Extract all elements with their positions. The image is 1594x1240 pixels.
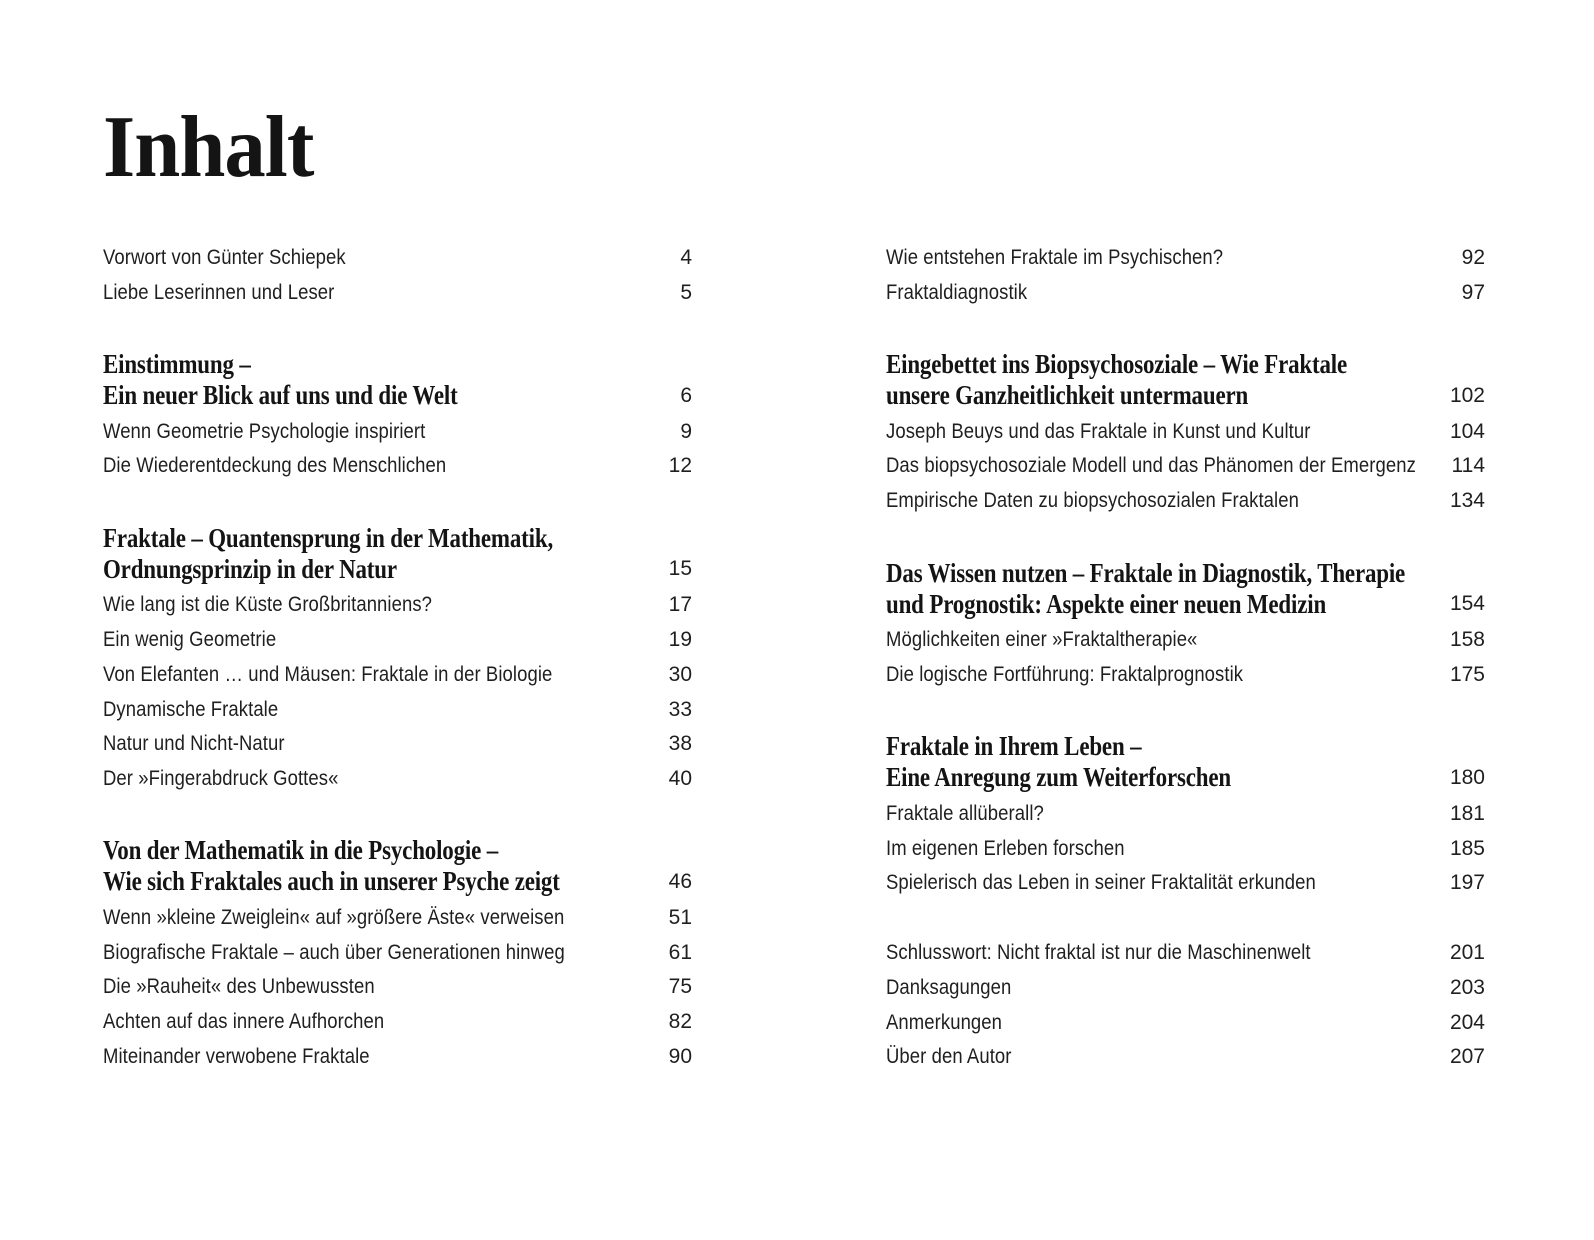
toc-entry-label: Natur und Nicht-Natur	[103, 732, 285, 756]
section-heading-text: und Prognostik: Aspekte einer neuen Medizin	[886, 588, 1327, 619]
toc-entry	[103, 241, 692, 276]
toc-entry-label: Danksagungen	[886, 975, 1012, 999]
section-heading-line	[103, 349, 692, 380]
toc-entry-label: Der »Fingerabdruck Gottes«	[103, 766, 339, 790]
section-heading-page-number: 180	[1449, 765, 1485, 789]
toc-entry-label: Biografische Fraktale – auch über Generationen hinweg	[103, 940, 565, 964]
toc-entry-page-number: 201	[1449, 941, 1485, 965]
toc-entry	[103, 449, 692, 484]
section-heading-line	[103, 523, 692, 554]
toc-entry-label: Schlusswort: Nicht fraktal ist nur die Maschinenwelt	[886, 941, 1311, 965]
toc-entry-page-number: 61	[668, 940, 692, 964]
toc-entry	[103, 1005, 692, 1040]
toc-entry-label: Dynamische Fraktale	[103, 697, 279, 721]
toc-entry	[103, 970, 692, 1005]
toc-entry	[886, 449, 1485, 484]
toc-entry	[103, 588, 692, 623]
toc-entry-page-number: 40	[668, 766, 692, 790]
toc-entry	[103, 900, 692, 935]
toc-column-left	[103, 0, 692, 1240]
section-heading-text: Fraktale in Ihrem Leben –	[886, 731, 1142, 762]
toc-entry	[886, 866, 1485, 901]
toc-entry-label: Möglichkeiten einer »Fraktaltherapie«	[886, 628, 1198, 652]
section-heading-text: Das Wissen nutzen – Fraktale in Diagnostik, Therapie	[886, 557, 1406, 588]
toc-entry-label: Das biopsychosoziale Modell und das Phänomen der Emergenz	[886, 454, 1416, 478]
toc-entry-label: Ein wenig Geometrie	[103, 628, 277, 652]
toc-entry-label: Die »Rauheit« des Unbewussten	[103, 975, 375, 999]
section-heading-text: Ein neuer Blick auf uns und die Welt	[103, 380, 458, 411]
section-heading-line	[886, 589, 1485, 620]
toc-entry-page-number: 97	[1461, 280, 1485, 304]
toc-entry	[103, 414, 692, 449]
toc-entry	[103, 761, 692, 796]
toc-entry-page-number: 30	[668, 662, 692, 686]
section-heading-line	[886, 349, 1485, 380]
toc-entry-page-number: 12	[668, 454, 692, 478]
section-heading-line	[103, 866, 692, 897]
section-heading-text: Einstimmung –	[103, 349, 251, 380]
section-heading-line	[886, 380, 1485, 411]
toc-entry	[103, 1039, 692, 1074]
toc-entry	[886, 796, 1485, 831]
toc-entry-page-number: 4	[680, 246, 692, 269]
toc-entry	[103, 657, 692, 692]
toc-entry-label: Liebe Leserinnen und Leser	[103, 280, 335, 304]
toc-entry-label: Vorwort von Günter Schiepek	[103, 246, 346, 269]
toc-entry-page-number: 134	[1449, 489, 1485, 513]
page-title-text: Inhalt	[103, 99, 314, 196]
toc-entry	[886, 831, 1485, 866]
toc-entry-label: Anmerkungen	[886, 1010, 1003, 1034]
toc-entry-label: Fraktaldiagnostik	[886, 280, 1028, 304]
toc-entry-page-number: 203	[1449, 975, 1485, 999]
section-heading-line	[886, 731, 1485, 762]
section-heading-line	[103, 554, 692, 585]
toc-entry-page-number: 75	[668, 975, 692, 999]
toc-entry	[886, 275, 1485, 310]
toc-entry-page-number: 33	[668, 697, 692, 721]
toc-entry-page-number: 204	[1449, 1010, 1485, 1034]
section-heading-page-number: 15	[668, 557, 692, 581]
toc-entry	[886, 1005, 1485, 1040]
toc-entry-page-number: 82	[668, 1010, 692, 1033]
toc-entry-label: Wie lang ist die Küste Großbritanniens?	[103, 593, 433, 617]
toc-entry	[886, 623, 1485, 658]
toc-entry	[103, 935, 692, 970]
toc-entry-page-number: 17	[668, 593, 692, 617]
toc-entry-label: Von Elefanten … und Mäusen: Fraktale in der Biologie	[103, 662, 553, 686]
toc-entry-label: Wenn »kleine Zweiglein« auf »größere Äste« verweisen	[103, 905, 565, 929]
toc-entry-page-number: 114	[1451, 454, 1485, 478]
toc-entry-label: Die Wiederentdeckung des Menschlichen	[103, 454, 447, 478]
section-heading-line	[886, 558, 1485, 589]
toc-entry	[886, 1040, 1485, 1075]
toc-entry-label: Die logische Fortführung: Fraktalprognostik	[886, 662, 1244, 686]
toc-entry	[886, 241, 1485, 276]
section-heading-text: Eingebettet ins Biopsychosoziale – Wie Fraktale	[886, 349, 1347, 380]
section-heading-text: Wie sich Fraktales auch in unserer Psyche zeigt	[103, 866, 560, 897]
toc-entry	[886, 657, 1485, 692]
toc-entry-label: Über den Autor	[886, 1045, 1012, 1069]
section-heading-page-number: 154	[1449, 592, 1485, 616]
toc-entry-label: Miteinander verwobene Fraktale	[103, 1044, 370, 1068]
toc-entry-page-number: 51	[668, 905, 692, 929]
section-heading-text: Eine Anregung zum Weiterforschen	[886, 762, 1231, 793]
toc-entry-page-number: 207	[1449, 1045, 1485, 1069]
section-heading-page-number: 102	[1449, 383, 1485, 407]
section-heading-text: Von der Mathematik in die Psychologie –	[103, 835, 499, 866]
section-heading-text: unsere Ganzheitlichkeit untermauern	[886, 380, 1249, 411]
toc-entry-page-number: 181	[1449, 801, 1485, 825]
section-heading-text: Fraktale – Quantensprung in der Mathematik,	[103, 522, 554, 553]
toc-entry	[103, 275, 692, 310]
toc-entry-label: Spielerisch das Leben in seiner Fraktalität erkunden	[886, 871, 1316, 895]
toc-entry	[103, 692, 692, 727]
toc-entry-page-number: 9	[680, 419, 692, 443]
toc-entry-page-number: 19	[668, 628, 692, 652]
toc-entry-label: Achten auf das innere Aufhorchen	[103, 1010, 385, 1033]
toc-entry	[886, 484, 1485, 519]
section-heading-line	[886, 762, 1485, 793]
section-heading-text: Ordnungsprinzip in der Natur	[103, 553, 397, 584]
toc-entry-page-number: 92	[1461, 246, 1485, 269]
toc-entry-label: Empirische Daten zu biopsychosozialen Fraktalen	[886, 489, 1299, 513]
section-heading-line	[103, 380, 692, 411]
section-heading-line	[103, 835, 692, 866]
toc-entry-page-number: 38	[668, 732, 692, 756]
toc-column-right	[886, 0, 1485, 1240]
toc-entry-page-number: 185	[1449, 836, 1485, 860]
toc-entry	[886, 970, 1485, 1005]
section-heading-page-number: 6	[680, 383, 692, 407]
toc-entry-page-number: 197	[1449, 871, 1485, 895]
toc-entry	[886, 414, 1485, 449]
toc-entry-label: Im eigenen Erleben forschen	[886, 836, 1125, 860]
toc-entry-page-number: 90	[668, 1044, 692, 1068]
toc-entry-label: Fraktale allüberall?	[886, 801, 1044, 825]
toc-entry-label: Wenn Geometrie Psychologie inspiriert	[103, 419, 426, 443]
toc-entry-page-number: 158	[1449, 628, 1485, 652]
toc-entry-page-number: 5	[680, 280, 692, 304]
toc-entry	[886, 936, 1485, 971]
toc-entry	[103, 623, 692, 658]
toc-entry-page-number: 175	[1449, 662, 1485, 686]
toc-entry-page-number: 104	[1449, 419, 1485, 443]
toc-entry	[103, 727, 692, 762]
section-heading-page-number: 46	[668, 869, 692, 893]
toc-entry-label: Joseph Beuys und das Fraktale in Kunst und Kultur	[886, 419, 1311, 443]
toc-entry-label: Wie entstehen Fraktale im Psychischen?	[886, 246, 1224, 269]
